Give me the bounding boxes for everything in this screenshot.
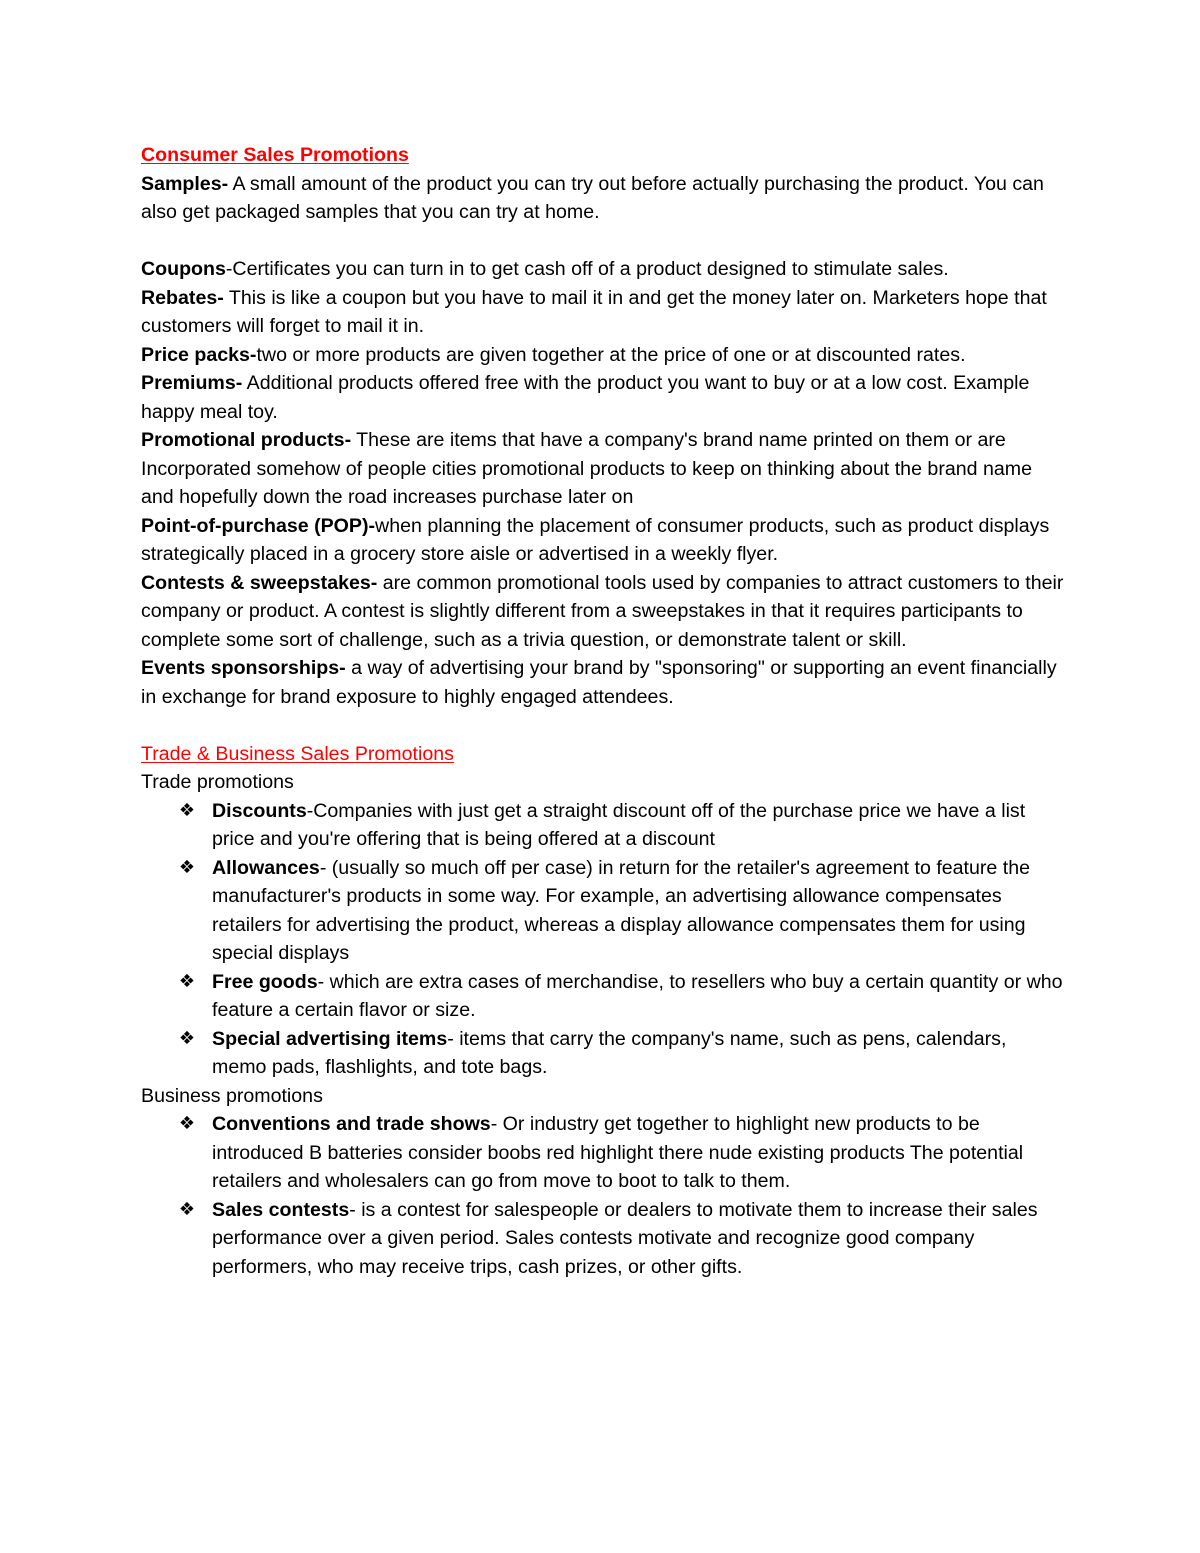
definition-text: - which are extra cases of merchandise, to resellers who buy a certain quantity or who feature a certain flavor or size. [212, 970, 1063, 1021]
term: Rebates- [141, 286, 224, 309]
definition-text: - Or industry get together to highlight new products to be introduced B batteries consider boobs red highlight there nude existing products The potential retailers and wholesalers can go from move to boot to talk to them. [212, 1113, 1024, 1192]
diamond-bullet-icon: ❖ [178, 970, 196, 992]
diamond-bullet-icon: ❖ [178, 1027, 196, 1049]
term: Contests & sweepstakes- [141, 571, 378, 594]
term: Promotional products- [141, 429, 352, 451]
definition-text: -Certificates you can turn in to get cash off of a product designed to stimulate sales. [225, 258, 949, 280]
term: Price packs- [141, 343, 257, 366]
business-promotions-label: Business promotions [141, 1084, 323, 1107]
definition-text: A small amount of the product you can try out before actually purchasing the product. You can also get packaged samples that you can try at home. [141, 172, 1044, 223]
diamond-bullet-icon: ❖ [178, 856, 196, 878]
list-item-sales-contests [141, 1196, 1066, 1282]
list-item-special-advertising-items [141, 1025, 1066, 1082]
definition-promotional-products [141, 426, 1066, 512]
term: Samples- [141, 172, 229, 195]
definition-text: a way of advertising your brand by "sponsoring" or supporting an event financially in exchange for brand exposure to highly engaged attendees. [141, 657, 1057, 708]
definition-point-of-purchase [141, 512, 1066, 569]
diamond-bullet-icon: ❖ [178, 799, 196, 821]
list-item-conventions-trade-shows [141, 1110, 1066, 1196]
definition-text: - items that carry the company's name, such as pens, calendars, memo pads, flashlights, and tote bags. [212, 1027, 1007, 1078]
term: Premiums- [141, 372, 243, 394]
definition-samples [141, 170, 1066, 227]
definition-text: -Companies with just get a straight discount off of the purchase price we have a list price and you're offering that is being offered at a discount [212, 799, 1026, 850]
term: Allowances [212, 856, 320, 879]
trade-promotions-label: Trade promotions [141, 771, 294, 793]
document-body [141, 141, 1066, 1281]
definition-coupons [141, 255, 1066, 284]
diamond-bullet-icon: ❖ [178, 1198, 196, 1220]
blank-line [141, 711, 1066, 740]
term: Free goods [212, 970, 318, 993]
definition-rebates [141, 284, 1066, 341]
term: Discounts [212, 799, 307, 822]
definition-text: These are items that have a company's brand name printed on them or are Incorporated somehow of people cities promotional products to keep on thinking about the brand name and hopefully down the road increases purchase later on [141, 429, 1032, 508]
definition-contests-sweepstakes [141, 569, 1066, 655]
trade-business-heading: Trade & Business Sales Promotions [141, 742, 454, 765]
definition-text: are common promotional tools used by companies to attract customers to their company or product. A contest is slightly different from a sweepstakes in that it requires participants to complete some sort of challenge, such as a trivia question, or demonstrate talent or skill. [141, 571, 1064, 651]
definition-text: - is a contest for salespeople or dealers to motivate them to increase their sales performance over a given period. Sales contests motivate and recognize good company performers, who may receive trips, cash prizes, or other gifts. [212, 1198, 1038, 1278]
list-item-free-goods [141, 968, 1066, 1025]
list-item-discounts [141, 797, 1066, 854]
term: Point-of-purchase (POP)- [141, 514, 376, 537]
business-promotions-list [141, 1110, 1066, 1281]
diamond-bullet-icon: ❖ [178, 1113, 196, 1134]
term: Events sponsorships- [141, 657, 346, 679]
term: Coupons [141, 258, 226, 280]
term: Special advertising items [212, 1027, 448, 1050]
term: Sales contests [212, 1198, 350, 1221]
definition-text: Additional products offered free with the product you want to buy or at a low cost. Example happy meal toy. [141, 372, 1030, 423]
definition-text: when planning the placement of consumer products, such as product displays strategically placed in a grocery store aisle or advertised in a weekly flyer. [141, 514, 1050, 565]
definition-price-packs [141, 341, 1066, 370]
definition-text: two or more products are given together at the price of one or at discounted rates. [256, 343, 966, 366]
definition-text: - (usually so much off per case) in return for the retailer's agreement to feature the manufacturer's products in some way. For example, an advertising allowance compensates retailers for advertising the product, whereas a display allowance compensates them for using special displays [212, 856, 1030, 964]
list-item-allowances [141, 854, 1066, 968]
blank-line [141, 227, 1066, 256]
trade-promotions-list [141, 797, 1066, 1082]
definition-text: This is like a coupon but you have to mail it in and get the money later on. Marketers hope that customers will forget to mail it in. [141, 286, 1047, 337]
definition-events-sponsorships [141, 654, 1066, 711]
term: Conventions and trade shows [212, 1113, 491, 1135]
consumer-heading: Consumer Sales Promotions [141, 144, 409, 166]
definition-premiums [141, 369, 1066, 426]
